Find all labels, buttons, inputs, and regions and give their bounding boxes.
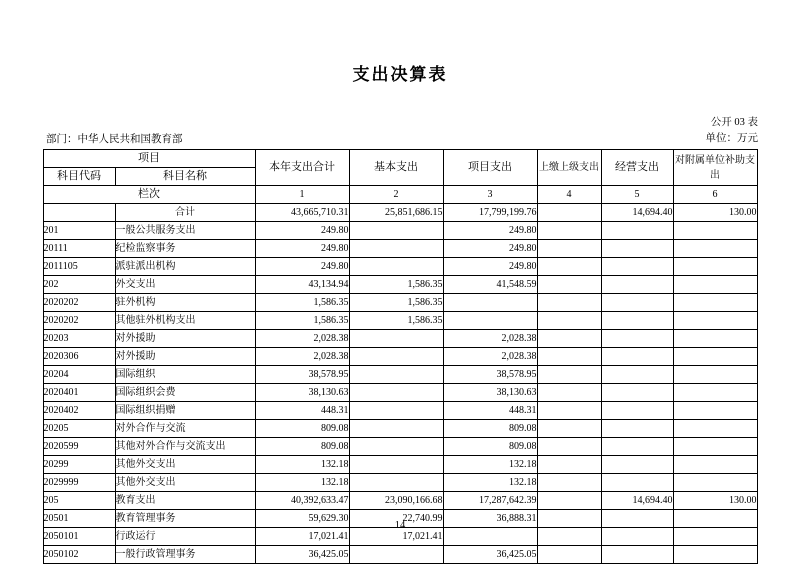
cell-subsidy [673,276,757,294]
cell-basic [349,366,443,384]
cell-name: 其他驻外机构支出 [115,312,255,330]
cell-upper [537,492,601,510]
cell-basic: 23,090,166.68 [349,492,443,510]
cell-total: 249.80 [255,240,349,258]
col-num-6: 6 [673,186,757,204]
cell-basic [349,258,443,276]
cell-project: 41,548.59 [443,276,537,294]
table-row [43,366,757,384]
cell-name: 其他外交支出 [115,474,255,492]
cell-operating [601,276,673,294]
header-name-col: 科目名称 [115,168,255,186]
cell-upper [537,474,601,492]
cell-code: 20299 [43,456,115,474]
cell-operating [601,366,673,384]
cell-operating [601,348,673,366]
table-row [43,258,757,276]
cell-operating [601,420,673,438]
cell-code: 2050101 [43,528,115,546]
cell-project: 36,425.05 [443,546,537,564]
cell-project: 17,287,642.39 [443,492,537,510]
cell-total: 59,629.30 [255,510,349,528]
cell-upper [537,402,601,420]
table-body [43,204,757,564]
table-row [43,312,757,330]
cell-operating [601,402,673,420]
header-code-col: 科目代码 [43,168,115,186]
cell-name: 教育管理事务 [115,510,255,528]
cell-total: 809.08 [255,420,349,438]
cell-basic [349,438,443,456]
cell-name: 纪检监察事务 [115,240,255,258]
cell-operating [601,384,673,402]
cell-upper [537,438,601,456]
cell-total: 809.08 [255,438,349,456]
col-num-3: 3 [443,186,537,204]
cell-subsidy [673,384,757,402]
cell-operating: 14,694.40 [601,204,673,222]
cell-operating [601,546,673,564]
cell-upper [537,348,601,366]
cell-name: 国际组织会费 [115,384,255,402]
cell-upper [537,456,601,474]
cell-code: 2020202 [43,312,115,330]
header-col-basic: 基本支出 [349,150,443,186]
cell-basic [349,384,443,402]
header-row-label: 栏次 [43,186,255,204]
cell-code: 20111 [43,240,115,258]
cell-code: 20205 [43,420,115,438]
cell-basic: 1,586.35 [349,312,443,330]
cell-basic: 17,021.41 [349,528,443,546]
header-col-upper: 上缴上级支出 [537,150,601,186]
table-row [43,474,757,492]
page-number: 14 [394,520,406,531]
cell-subsidy [673,330,757,348]
header-col-total: 本年支出合计 [255,150,349,186]
table-row [43,330,757,348]
cell-code: 20203 [43,330,115,348]
cell-basic [349,222,443,240]
table-row [43,222,757,240]
cell-basic [349,474,443,492]
cell-subsidy [673,312,757,330]
cell-name: 其他外交支出 [115,456,255,474]
cell-total: 17,021.41 [255,528,349,546]
cell-project: 36,888.31 [443,510,537,528]
cell-project: 2,028.38 [443,348,537,366]
unit-note: 单位：万元 [705,133,758,144]
cell-subsidy: 130.00 [673,204,757,222]
cell-subsidy [673,420,757,438]
form-number: 公开 03 表 [710,117,758,128]
cell-code: 2050102 [43,546,115,564]
header-col-operating: 经营支出 [601,150,673,186]
cell-code [43,204,115,222]
cell-total: 43,665,710.31 [255,204,349,222]
cell-project [443,312,537,330]
cell-subsidy [673,474,757,492]
cell-operating [601,258,673,276]
cell-code: 2020401 [43,384,115,402]
header-row-numbering [43,186,757,204]
cell-code: 2020306 [43,348,115,366]
cell-subsidy [673,366,757,384]
form-meta [706,115,759,147]
cell-total: 132.18 [255,474,349,492]
col-num-5: 5 [601,186,673,204]
table-row [43,402,757,420]
header-row-1 [43,150,757,168]
col-num-1: 1 [255,186,349,204]
cell-basic [349,456,443,474]
cell-code: 201 [43,222,115,240]
cell-basic [349,402,443,420]
cell-project: 809.08 [443,420,537,438]
cell-name: 外交支出 [115,276,255,294]
cell-project: 38,578.95 [443,366,537,384]
cell-project: 132.18 [443,474,537,492]
cell-basic [349,240,443,258]
cell-code: 202 [43,276,115,294]
cell-name: 国际组织 [115,366,255,384]
cell-total: 38,578.95 [255,366,349,384]
cell-basic [349,546,443,564]
cell-upper [537,366,601,384]
cell-upper [537,312,601,330]
cell-name: 其他对外合作与交流支出 [115,438,255,456]
cell-project [443,294,537,312]
cell-code: 20501 [43,510,115,528]
cell-total: 1,586.35 [255,312,349,330]
cell-total: 38,130.63 [255,384,349,402]
cell-basic [349,348,443,366]
table-row [43,546,757,564]
cell-operating [601,312,673,330]
cell-operating [601,330,673,348]
cell-code: 2029999 [43,474,115,492]
table-head [43,150,757,204]
table-row [43,438,757,456]
cell-upper [537,294,601,312]
table-row [43,420,757,438]
cell-project: 132.18 [443,456,537,474]
cell-operating [601,474,673,492]
cell-basic: 1,586.35 [349,294,443,312]
page-title: 支出决算表 [352,65,448,84]
cell-operating [601,456,673,474]
cell-upper [537,330,601,348]
cell-subsidy [673,546,757,564]
header-col-subsidy: 对附属单位补助支出 [673,150,757,186]
cell-subsidy: 130.00 [673,492,757,510]
cell-project: 448.31 [443,402,537,420]
cell-upper [537,546,601,564]
cell-code: 2020402 [43,402,115,420]
cell-total: 249.80 [255,258,349,276]
cell-name: 行政运行 [115,528,255,546]
cell-basic: 25,851,686.15 [349,204,443,222]
department-line: 部门：中华人民共和国教育部 [46,134,183,145]
table-row [43,204,757,222]
header-col-project: 项目支出 [443,150,537,186]
cell-operating [601,294,673,312]
meta-row [20,115,780,149]
col-num-2: 2 [349,186,443,204]
cell-upper [537,204,601,222]
cell-total: 43,134.94 [255,276,349,294]
cell-project: 809.08 [443,438,537,456]
cell-name: 驻外机构 [115,294,255,312]
cell-project: 38,130.63 [443,384,537,402]
cell-upper [537,222,601,240]
cell-total: 1,586.35 [255,294,349,312]
cell-basic: 1,586.35 [349,276,443,294]
col-num-4: 4 [537,186,601,204]
cell-subsidy [673,294,757,312]
cell-name: 对外合作与交流 [115,420,255,438]
table-row [43,294,757,312]
cell-subsidy [673,222,757,240]
cell-project: 249.80 [443,222,537,240]
cell-total: 2,028.38 [255,348,349,366]
cell-subsidy [673,240,757,258]
cell-subsidy [673,402,757,420]
cell-upper [537,258,601,276]
table-row [43,276,757,294]
cell-name: 一般行政管理事务 [115,546,255,564]
cell-basic [349,420,443,438]
cell-basic [349,330,443,348]
cell-subsidy [673,438,757,456]
cell-basic: 22,740.99 [349,510,443,528]
cell-operating [601,438,673,456]
cell-code: 2020599 [43,438,115,456]
table-row [43,384,757,402]
page-sheet [20,8,780,560]
cell-subsidy [673,258,757,276]
cell-name: 对外援助 [115,330,255,348]
cell-name: 对外援助 [115,348,255,366]
cell-upper [537,240,601,258]
cell-subsidy [673,456,757,474]
cell-total: 36,425.05 [255,546,349,564]
cell-name: 教育支出 [115,492,255,510]
cell-code: 2020202 [43,294,115,312]
cell-project: 17,799,199.76 [443,204,537,222]
cell-name: 合计 [115,204,255,222]
cell-total: 448.31 [255,402,349,420]
cell-name: 派驻派出机构 [115,258,255,276]
cell-project: 249.80 [443,258,537,276]
cell-code: 20204 [43,366,115,384]
cell-operating: 14,694.40 [601,492,673,510]
cell-code: 2011105 [43,258,115,276]
cell-operating [601,240,673,258]
cell-project: 249.80 [443,240,537,258]
cell-total: 2,028.38 [255,330,349,348]
table-row [43,456,757,474]
cell-total: 132.18 [255,456,349,474]
cell-total: 40,392,633.47 [255,492,349,510]
cell-operating [601,222,673,240]
cell-project: 2,028.38 [443,330,537,348]
cell-name: 国际组织捐赠 [115,402,255,420]
expenditure-table [43,149,758,564]
cell-code: 205 [43,492,115,510]
header-item-group: 项目 [43,150,255,168]
cell-upper [537,384,601,402]
cell-name: 一般公共服务支出 [115,222,255,240]
cell-upper [537,276,601,294]
table-row [43,492,757,510]
cell-total: 249.80 [255,222,349,240]
cell-subsidy [673,348,757,366]
table-row [43,240,757,258]
table-row [43,348,757,366]
cell-upper [537,420,601,438]
